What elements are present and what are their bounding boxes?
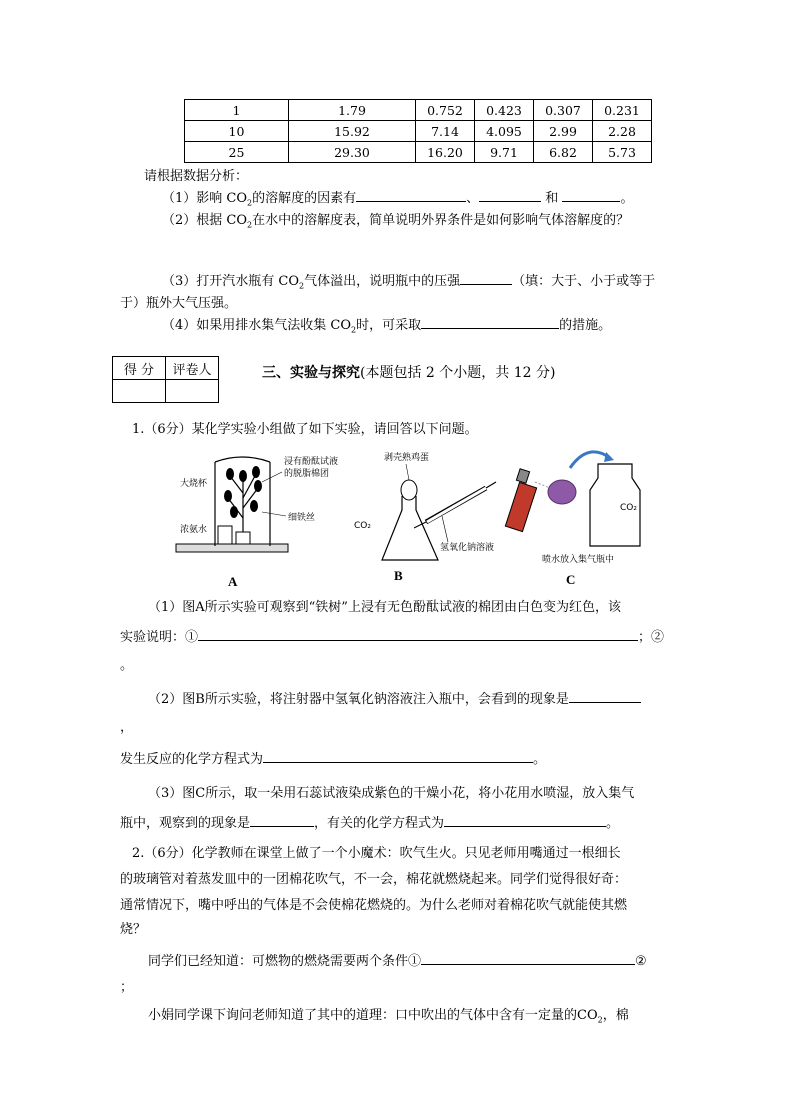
question-2: （2）根据 $CO_2$在水中的溶解度表，简单说明外界条件是如何影响气体溶解度的？ [162, 213, 630, 230]
figure-b [354, 451, 496, 560]
table-cell: 10 [185, 121, 289, 142]
table-cell: 15.92 [289, 121, 416, 142]
figure-a [176, 455, 338, 552]
table-cell: 2.28 [593, 121, 652, 142]
answer-blank-p1-q3a[interactable] [250, 812, 314, 827]
p2-line7: 小娟同学课下询问老师知道了其中的道理：口中吹出的气体中含有一定量的$CO_2$，棉 [148, 1008, 629, 1025]
table-cell: 1 [185, 100, 289, 121]
spray-bottle [505, 482, 536, 531]
purple-flower [548, 480, 576, 504]
beaker-top [215, 457, 270, 462]
table-cell: 9.71 [475, 142, 534, 163]
question-1: （1）影响 $CO_2$的溶解度的因素有 、 和 。 [162, 187, 633, 208]
grader-label: 评卷人 [166, 357, 219, 380]
p1-q2-line1: （2）图B所示实验，将注射器中氢氧化钠溶液注入瓶中，会看到的现象是 [148, 688, 641, 707]
answer-blank-p2-a[interactable] [421, 950, 635, 965]
score-label: 得 分 [113, 357, 166, 380]
score-cell[interactable] [113, 380, 166, 403]
answer-blank-1b[interactable] [479, 187, 541, 202]
p2-line1: 2.（6分）化学教师在课堂上做了一个小魔术：吹气生火。只见老师用嘴通过一根细长 [132, 846, 621, 861]
p1-q3-line1: （3）图C所示，取一朵用石蕊试液染成紫色的干燥小花，将小花用水喷湿，放入集气 [148, 786, 635, 801]
answer-blank-p1-q2a[interactable] [569, 688, 641, 703]
answer-blank-4[interactable] [421, 314, 559, 329]
answer-blank-p1-q1a[interactable] [198, 626, 638, 641]
p2-line2: 的玻璃管对着蒸发皿中的一团棉花吹气，不一会，棉花就燃烧起来。同学们觉得很好奇： [120, 872, 628, 887]
score-box [112, 356, 219, 403]
experiment-figures [170, 448, 650, 590]
table-cell: 0.307 [534, 100, 593, 121]
table-cell: 5.73 [593, 142, 652, 163]
label-figure-c: C [566, 572, 576, 587]
label-spray-caption: 喷水放入集气瓶中 [542, 555, 615, 565]
label-beaker: 大烧杯 [180, 479, 208, 489]
table-row [185, 142, 652, 163]
table-cell: 0.231 [593, 100, 652, 121]
base-plate [176, 544, 288, 552]
table-cell: 0.423 [475, 100, 534, 121]
table-cell: 2.99 [534, 121, 593, 142]
label-ammonia: 浓氨水 [180, 525, 208, 535]
table-cell: 29.30 [289, 142, 416, 163]
label-figure-b: B [394, 568, 403, 583]
p1-q1-line1: （1）图A所示实验可观察到“铁树”上浸有无色酚酞试液的棉团由白色变为红色，该 [148, 600, 621, 615]
answer-blank-1c[interactable] [562, 187, 620, 202]
label-wire: 细铁丝 [288, 513, 316, 523]
ammonia-cup [218, 526, 232, 544]
table-cell: 0.752 [416, 100, 475, 121]
question-3-cont: 于）瓶外大气压强。 [120, 296, 238, 311]
label-b-co2: CO₂ [354, 521, 371, 531]
label-naoh: 氢氧化钠溶液 [440, 543, 495, 553]
answer-blank-p1-q3b[interactable] [444, 812, 606, 827]
answer-blank-p1-q2b[interactable] [263, 748, 533, 763]
question-3: （3）打开汽水瓶有 $CO_2$气体溢出，说明瓶中的压强 （填：大于、小于或等于 [162, 270, 655, 291]
egg [401, 480, 417, 500]
table-cell: 4.095 [475, 121, 534, 142]
p2-line3: 通常情况下，嘴中呼出的气体是不会使棉花燃烧的。为什么老师对着棉花吹气就能使其燃 [120, 898, 628, 913]
answer-blank-3[interactable] [460, 270, 512, 285]
label-figure-a: A [228, 574, 238, 589]
p1-q2-line3: 发生反应的化学方程式为 。 [120, 748, 546, 767]
grader-cell[interactable] [166, 380, 219, 403]
answer-blank-1a[interactable] [356, 187, 466, 202]
p1-q1-line3: 。 [120, 658, 134, 673]
label-cotton-2: 的脱脂棉团 [284, 469, 330, 479]
section-heading: 三、实验与探究(本题包括 2 个小题，共 12 分) [262, 365, 556, 381]
solubility-table [184, 99, 652, 163]
tree-base [236, 532, 250, 544]
analysis-intro: 请根据数据分析： [144, 169, 249, 184]
table-row [185, 121, 652, 142]
figure-c [505, 452, 640, 565]
table-cell: 25 [185, 142, 289, 163]
table-cell: 6.82 [534, 142, 593, 163]
label-c-co2: CO₂ [620, 503, 637, 513]
label-cotton-1: 浸有酚酞试液 [284, 457, 339, 467]
problem-1-intro: 1.（6分）某化学实验小组做了如下实验，请回答以下问题。 [132, 422, 478, 437]
table-row [185, 100, 652, 121]
table-cell: 7.14 [416, 121, 475, 142]
table-cell: 16.20 [416, 142, 475, 163]
p2-line4: 烧？ [120, 922, 147, 937]
table-cell: 1.79 [289, 100, 416, 121]
p1-q3-line2: 瓶中，观察到的现象是 ，有关的化学方程式为 。 [120, 812, 619, 831]
p2-line6: ； [120, 980, 134, 995]
question-4: （4）如果用排水集气法收集 $CO_2$时，可采取 的措施。 [162, 314, 611, 335]
p1-q2-line2: ， [120, 720, 134, 735]
conical-flask [382, 496, 438, 560]
p2-line5: 同学们已经知道：可燃物的燃烧需要两个条件① ② [148, 950, 647, 969]
p1-q1-line2: 实验说明：① ；② [120, 626, 664, 645]
arrow-curve [570, 452, 610, 468]
label-egg: 剥壳熟鸡蛋 [384, 453, 430, 463]
